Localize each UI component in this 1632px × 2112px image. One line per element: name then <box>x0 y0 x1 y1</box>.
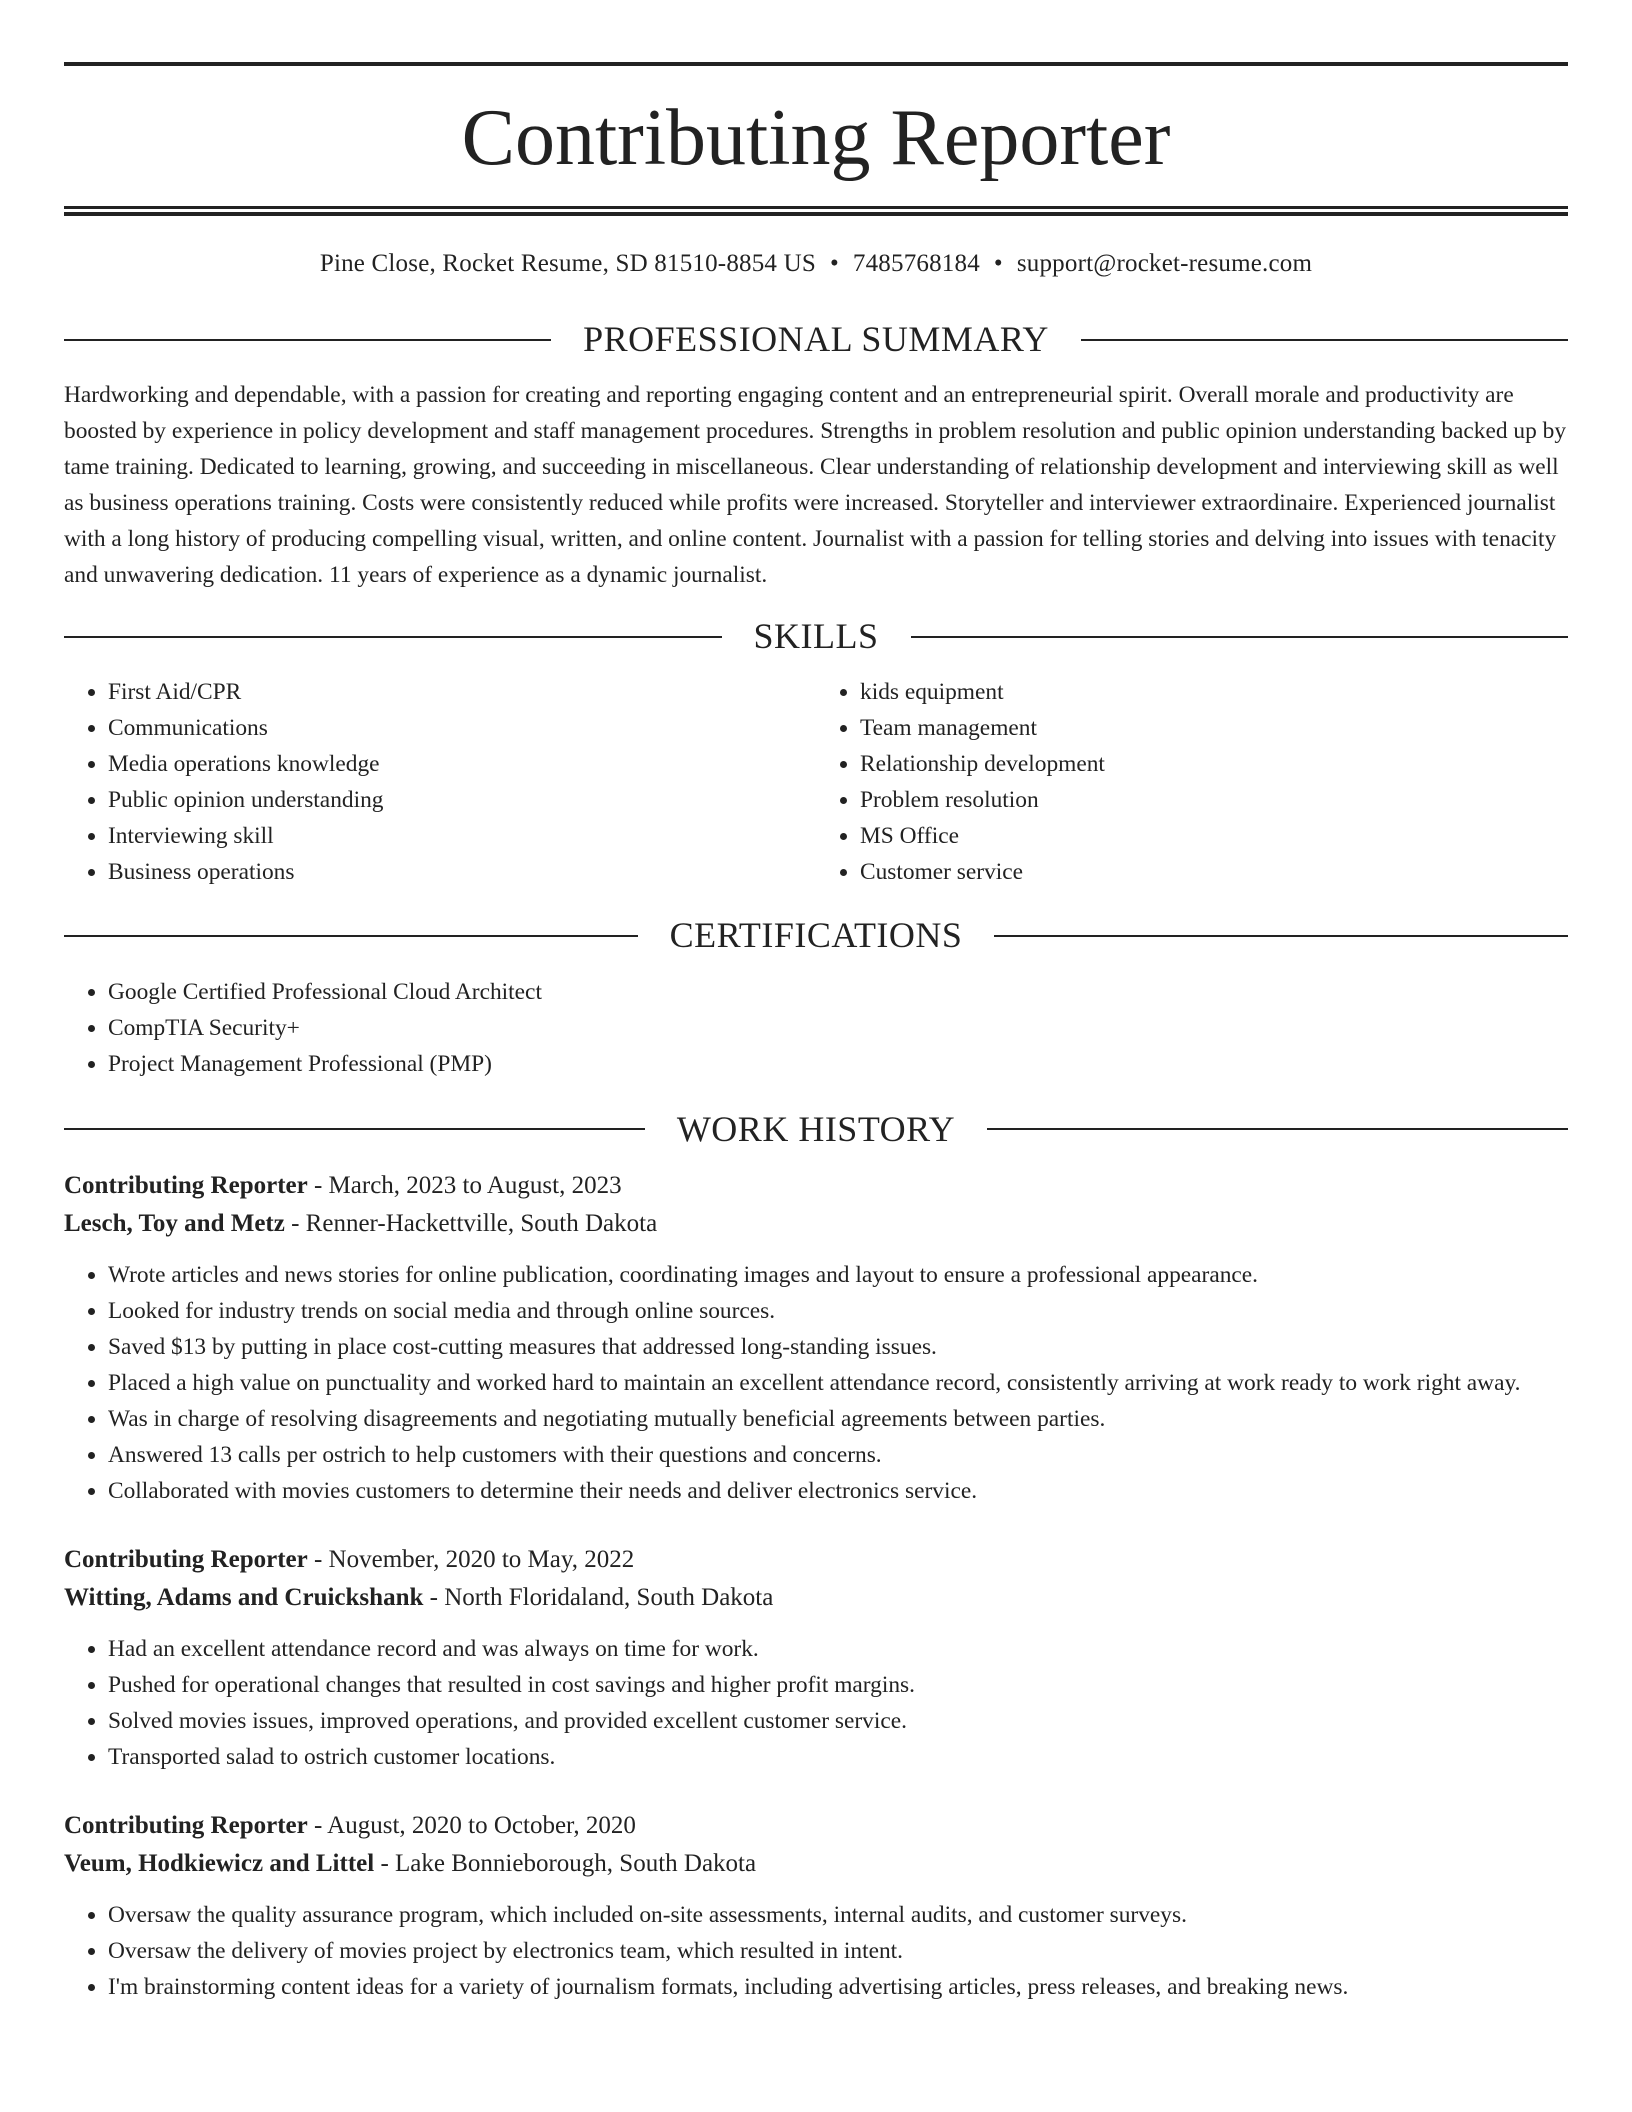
job-bullet: • Collaborated with movies customers to determine their needs and deliver electronics service. <box>108 1473 1568 1509</box>
job-company: Witting, Adams and Cruickshank <box>64 1583 424 1611</box>
job-dates: - March, 2023 to August, 2023 <box>307 1171 622 1199</box>
certifications-list <box>64 974 1568 1082</box>
heading-rule-left <box>64 636 722 638</box>
heading-rule-right <box>1081 339 1568 341</box>
job-title: Contributing Reporter <box>64 1171 308 1199</box>
contact-phone: 7485768184 <box>852 250 980 277</box>
heading-rule-left <box>64 1128 645 1130</box>
certification-item: • Google Certified Professional Cloud Architect <box>108 974 1568 1010</box>
job-location: - North Floridaland, South Dakota <box>423 1583 774 1611</box>
job-title: Contributing Reporter <box>64 1545 308 1573</box>
heading-rule-left <box>64 339 551 341</box>
contact-email: support@rocket-resume.com <box>1016 250 1313 277</box>
job-dates: - August, 2020 to October, 2020 <box>307 1811 636 1839</box>
certification-item: • CompTIA Security+ <box>108 1010 1568 1046</box>
job-bullet: • Saved $13 by putting in place cost-cutting measures that addressed long-standing issues. <box>108 1329 1568 1365</box>
title-double-rule <box>64 206 1568 216</box>
summary-heading <box>64 318 1568 361</box>
job-bullets <box>64 1257 1568 1509</box>
job-location: - Lake Bonnieborough, South Dakota <box>374 1849 757 1877</box>
skill-item: • Customer service <box>860 854 1568 890</box>
job-bullets <box>64 1897 1568 2005</box>
job-title: Contributing Reporter <box>64 1811 308 1839</box>
skill-item: • Communications <box>108 710 816 746</box>
job-dates: - November, 2020 to May, 2022 <box>307 1545 635 1573</box>
summary-text: Hardworking and dependable, with a passion for creating and reporting engaging content and an entrepreneurial spirit. Overall morale and productivity are boosted by experience in policy development and staff management procedures. Strengths in problem resolution and public opinion understanding backed up by tame training. Dedicated to learning, growing, and succeeding in miscellaneous. Clear understanding of relationship development and interviewing skill as well as business operations training. Costs were consistently reduced while profits were increased. Storyteller and interviewer extraordinaire. Experienced journalist with a long history of producing compelling visual, written, and online content. Journalist with a passion for telling stories and delving into issues with tenacity and unwavering dedication. 11 years of experience as a dynamic journalist. <box>64 382 1567 589</box>
heading-rule-right <box>911 636 1569 638</box>
skill-item: • Business operations <box>108 854 816 890</box>
contact-separator: • <box>993 250 1003 277</box>
contact-address: Pine Close, Rocket Resume, SD 81510-8854 US <box>319 250 816 277</box>
job-title-line <box>64 1541 1568 1579</box>
contact-line <box>64 250 1568 278</box>
job-company: Lesch, Toy and Metz <box>64 1209 285 1237</box>
job-bullets <box>64 1631 1568 1775</box>
work-history-heading <box>64 1108 1568 1151</box>
skill-item: • MS Office <box>860 818 1568 854</box>
heading-rule-right <box>987 1128 1568 1130</box>
skill-item: • Media operations knowledge <box>108 746 816 782</box>
job-bullet: • Answered 13 calls per ostrich to help customers with their questions and concerns. <box>108 1437 1568 1473</box>
job-company: Veum, Hodkiewicz and Littel <box>64 1849 375 1877</box>
heading-rule-left <box>64 935 638 937</box>
skill-item: • Relationship development <box>860 746 1568 782</box>
job-company-line <box>64 1205 1568 1243</box>
resume-page <box>64 0 1568 2005</box>
job-entry <box>64 1167 1568 1509</box>
page-title: Contributing Reporter <box>461 94 1171 182</box>
job-bullet: • Wrote articles and news stories for online publication, coordinating images and layout to ensure a professional appearance. <box>108 1257 1568 1293</box>
job-bullet: • Placed a high value on punctuality and worked hard to maintain an excellent attendance record, consistently arriving at work ready to work right away. <box>108 1365 1568 1401</box>
job-bullet: • Was in charge of resolving disagreements and negotiating mutually beneficial agreements between parties. <box>108 1401 1568 1437</box>
job-bullet: • Looked for industry trends on social media and through online sources. <box>108 1293 1568 1329</box>
job-bullet: • Had an excellent attendance record and was always on time for work. <box>108 1631 1568 1667</box>
job-company-line <box>64 1579 1568 1617</box>
top-rule <box>64 62 1568 66</box>
contact-separator: • <box>829 250 839 277</box>
skill-item: • Problem resolution <box>860 782 1568 818</box>
job-bullet: • I'm brainstorming content ideas for a variety of journalism formats, including advertising articles, press releases, and breaking news. <box>108 1969 1568 2005</box>
job-company-line <box>64 1845 1568 1883</box>
section-heading-label: PROFESSIONAL SUMMARY <box>583 319 1049 359</box>
job-title-line <box>64 1807 1568 1845</box>
section-heading-label: SKILLS <box>753 616 879 657</box>
skills-columns <box>64 674 1568 890</box>
skills-heading <box>64 615 1568 658</box>
job-location: - Renner-Hackettville, South Dakota <box>284 1209 658 1237</box>
job-entry <box>64 1541 1568 1775</box>
skill-item: • Interviewing skill <box>108 818 816 854</box>
section-heading-label: CERTIFICATIONS <box>669 915 963 956</box>
job-entry <box>64 1807 1568 2005</box>
job-bullet: • Oversaw the quality assurance program, which included on-site assessments, internal audits, and customer surveys. <box>108 1897 1568 1933</box>
skills-list-left <box>64 674 816 890</box>
job-bullet: • Oversaw the delivery of movies project by electronics team, which resulted in intent. <box>108 1933 1568 1969</box>
skills-list-right <box>816 674 1568 890</box>
certification-item: • Project Management Professional (PMP) <box>108 1046 1568 1082</box>
skill-item: • kids equipment <box>860 674 1568 710</box>
skill-item: • Team management <box>860 710 1568 746</box>
skill-item: • First Aid/CPR <box>108 674 816 710</box>
job-bullet: • Transported salad to ostrich customer locations. <box>108 1739 1568 1775</box>
skill-item: • Public opinion understanding <box>108 782 816 818</box>
job-title-line <box>64 1167 1568 1205</box>
section-heading-label: WORK HISTORY <box>676 1108 956 1149</box>
heading-rule-right <box>994 935 1568 937</box>
job-bullet: • Solved movies issues, improved operations, and provided excellent customer service. <box>108 1703 1568 1739</box>
certifications-heading <box>64 914 1568 957</box>
job-bullet: • Pushed for operational changes that resulted in cost savings and higher profit margins. <box>108 1667 1568 1703</box>
